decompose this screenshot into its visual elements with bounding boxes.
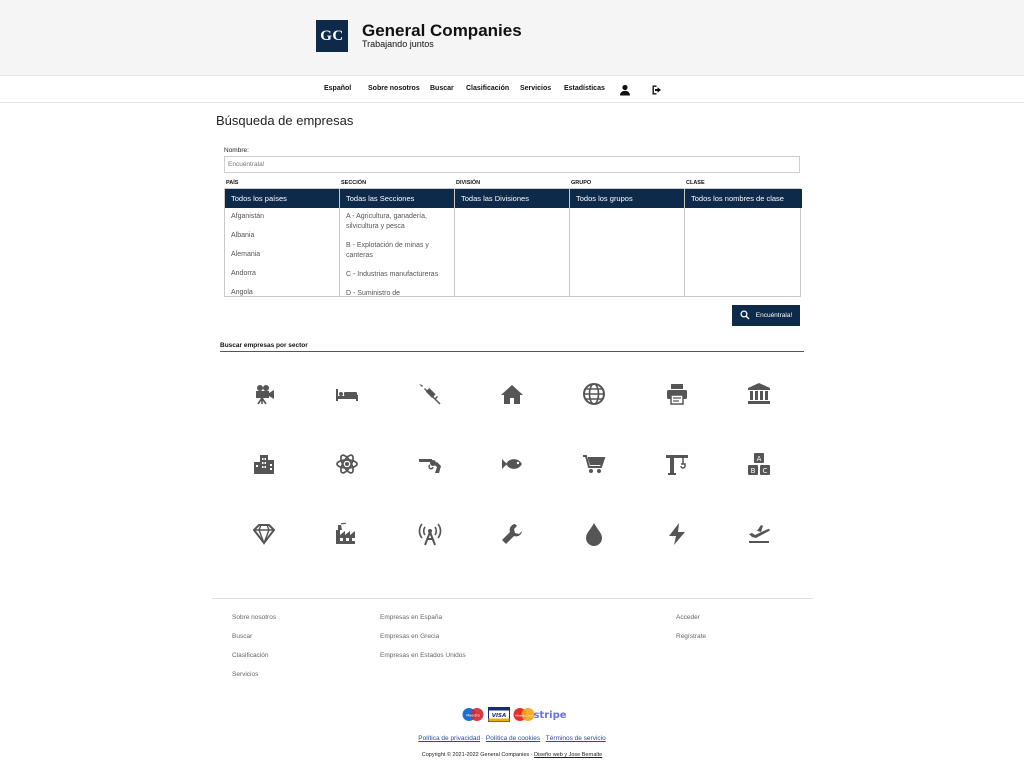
payment-label: stripe	[533, 710, 567, 721]
city-buildings-icon[interactable]	[252, 452, 276, 476]
page-title: Búsqueda de empresas	[216, 113, 354, 128]
visa-logo	[488, 707, 510, 722]
main-nav	[0, 76, 1024, 103]
select-option-selected[interactable]: Todos los nombres de clase	[685, 189, 802, 208]
class-select[interactable]	[685, 189, 802, 297]
column-header-class: CLASE	[686, 180, 705, 186]
footer-divider	[212, 598, 813, 599]
antenna-icon[interactable]	[418, 522, 442, 546]
select-option[interactable]: C - Industrias manufactureras	[346, 271, 439, 278]
stripe-logo	[533, 707, 567, 722]
footer-link-services[interactable]: Servicios	[232, 671, 259, 678]
select-option[interactable]: B - Explotación de minas y canteras	[346, 242, 429, 259]
site-header	[0, 0, 1024, 76]
footer-link-usa[interactable]: Empresas en Estados Unidos	[380, 652, 466, 659]
svg-text:B: B	[750, 467, 756, 475]
copyright-text: Copyright © 2021-2022 General Companies ·	[421, 752, 533, 758]
video-camera-icon[interactable]	[252, 382, 276, 406]
credit-link[interactable]: Diseño web y Jose Bernalte	[534, 752, 603, 758]
column-header-group: GRUPO	[571, 180, 592, 186]
fish-icon[interactable]	[500, 452, 524, 476]
factory-icon[interactable]	[335, 522, 359, 546]
nav-services[interactable]: Servicios	[520, 85, 552, 92]
globe-icon[interactable]	[582, 382, 606, 406]
abc-blocks-icon[interactable]	[747, 452, 771, 476]
filter-grid	[224, 188, 801, 297]
name-label: Nombre:	[224, 147, 249, 154]
bed-icon[interactable]	[335, 382, 359, 406]
column-header-division: DIVISIÓN	[456, 180, 481, 186]
select-option[interactable]: A - Agricultura, ganadería, silvicultura y pesca	[346, 213, 427, 230]
logo[interactable]: GC	[316, 20, 348, 52]
select-option[interactable]: Angola	[231, 289, 253, 296]
nav-search[interactable]: Buscar	[430, 85, 454, 92]
footer-link-login[interactable]: Acceder	[676, 614, 700, 621]
diamond-icon[interactable]	[252, 522, 276, 546]
select-option[interactable]: Afganistán	[231, 213, 265, 220]
mastercard-logo	[512, 707, 536, 722]
search-button-label: Encuéntrala!	[755, 312, 793, 319]
bank-icon[interactable]	[747, 382, 771, 406]
payment-label: VISA	[491, 713, 507, 719]
lightning-icon[interactable]	[665, 522, 689, 546]
divider	[220, 351, 804, 352]
name-search-input[interactable]	[224, 156, 800, 173]
legal-links: Política de privacidad · Política de cookies · Términos de servicio	[418, 735, 606, 742]
payment-label: MasterCard	[515, 713, 533, 718]
footer-link-spain[interactable]: Empresas en España	[380, 614, 443, 621]
cookies-policy-link[interactable]: Política de cookies	[485, 735, 541, 742]
maestro-logo	[461, 707, 485, 722]
svg-text:A: A	[756, 455, 762, 463]
atom-icon[interactable]	[335, 452, 359, 476]
footer-link-search[interactable]: Buscar	[232, 633, 253, 640]
select-option-selected[interactable]: Todos los países	[225, 189, 339, 208]
select-option-selected[interactable]: Todas las Secciones	[340, 189, 454, 208]
sector-title: Buscar empresas por sector	[220, 342, 308, 349]
nav-statistics[interactable]: Estadísticas	[564, 85, 605, 92]
payment-label: Maestro	[466, 713, 480, 718]
crane-icon[interactable]	[665, 452, 689, 476]
select-option-selected[interactable]: Todos los grupos	[570, 189, 684, 208]
footer-link-register[interactable]: Regístrate	[676, 633, 706, 640]
select-option[interactable]: Andorra	[231, 270, 256, 277]
column-header-country: PAÍS	[226, 180, 239, 186]
syringe-icon[interactable]	[418, 382, 442, 406]
group-select[interactable]	[570, 189, 685, 297]
search-icon	[740, 310, 750, 322]
section-select[interactable]	[340, 189, 455, 297]
select-option-selected[interactable]: Todas las Divisiones	[455, 189, 569, 208]
footer-link-classification[interactable]: Clasificación	[232, 652, 269, 659]
privacy-policy-link[interactable]: Política de privacidad	[418, 735, 481, 742]
plane-departure-icon[interactable]	[747, 522, 771, 546]
drop-icon[interactable]	[582, 522, 606, 546]
user-icon[interactable]	[619, 83, 631, 95]
wrench-icon[interactable]	[500, 522, 524, 546]
logout-icon[interactable]	[651, 83, 663, 95]
country-select[interactable]	[225, 189, 340, 297]
revolver-icon[interactable]	[418, 452, 442, 476]
printer-icon[interactable]	[665, 382, 689, 406]
home-icon[interactable]	[500, 382, 524, 406]
column-header-section: SECCIÓN	[341, 180, 367, 186]
footer-link-greece[interactable]: Empresas en Grecia	[380, 633, 440, 640]
brand-tagline: Trabajando juntos	[362, 39, 434, 49]
brand-name[interactable]: General Companies	[362, 21, 522, 40]
nav-language[interactable]: Español	[324, 85, 352, 92]
select-option[interactable]: D - Suministro de	[346, 290, 401, 297]
nav-about[interactable]: Sobre nosotros	[368, 85, 420, 92]
shopping-cart-icon[interactable]	[582, 452, 606, 476]
footer-link-about[interactable]: Sobre nosotros	[232, 614, 277, 621]
copyright	[0, 752, 1024, 758]
select-option[interactable]: Albania	[231, 232, 255, 239]
select-option[interactable]: Alemania	[231, 251, 261, 258]
svg-text:C: C	[762, 467, 768, 475]
division-select[interactable]	[455, 189, 570, 297]
search-button[interactable]	[732, 305, 800, 326]
nav-classification[interactable]: Clasificación	[466, 85, 510, 92]
terms-of-service-link[interactable]: Términos de servicio	[545, 735, 606, 742]
